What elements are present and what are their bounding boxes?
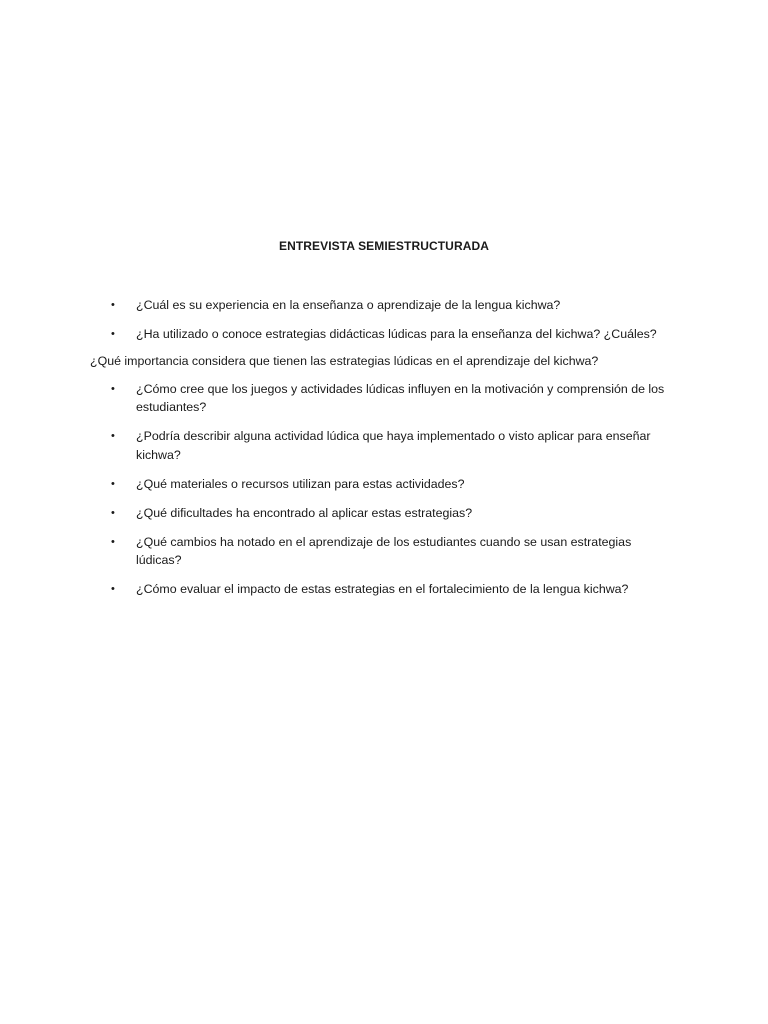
document-body [90, 296, 680, 609]
question-text: ¿Qué materiales o recursos utilizan para estas actividades? [136, 476, 465, 491]
question-text: ¿Qué dificultades ha encontrado al aplicar estas estrategias? [136, 505, 473, 520]
list-item [90, 504, 680, 523]
document-title: ENTREVISTA SEMIESTRUCTURADA [278, 239, 490, 253]
bullet-icon: • [111, 299, 115, 311]
list-item [90, 325, 680, 344]
list-item [90, 427, 680, 464]
question-text: ¿Ha utilizado o conoce estrategias didácticas lúdicas para la enseñanza del kichwa? ¿Cuáles? [136, 327, 657, 341]
plain-question: ¿Qué importancia considera que tienen las estrategias lúdicas en el aprendizaje del kichwa? [90, 354, 599, 368]
list-item [90, 380, 680, 417]
bullet-icon: • [111, 430, 115, 442]
list-item [90, 296, 680, 315]
bullet-icon: • [111, 382, 115, 395]
question-list-2 [90, 380, 680, 599]
list-item [90, 475, 680, 494]
question-text: ¿Qué cambios ha notado en el aprendizaje de los estudiantes cuando se usan estrategias lúdicas? [136, 534, 632, 567]
question-text: ¿Cuál es su experiencia en la enseñanza o aprendizaje de la lengua kichwa? [136, 298, 561, 312]
list-item [90, 533, 680, 570]
question-text: ¿Podría describir alguna actividad lúdica que haya implementado o visto aplicar para enseñar kichwa? [136, 429, 651, 462]
bullet-icon: • [111, 328, 115, 340]
bullet-icon: • [111, 477, 115, 490]
question-text: ¿Cómo evaluar el impacto de estas estrategias en el fortalecimiento de la lengua kichwa? [136, 582, 629, 596]
question-list-1 [90, 296, 680, 344]
bullet-icon: • [111, 535, 115, 548]
bullet-icon: • [111, 583, 115, 595]
bullet-icon: • [111, 506, 115, 519]
question-text: ¿Cómo cree que los juegos y actividades lúdicas influyen en la motivación y comprensión de los estudiantes? [136, 381, 665, 414]
list-item [90, 580, 680, 599]
